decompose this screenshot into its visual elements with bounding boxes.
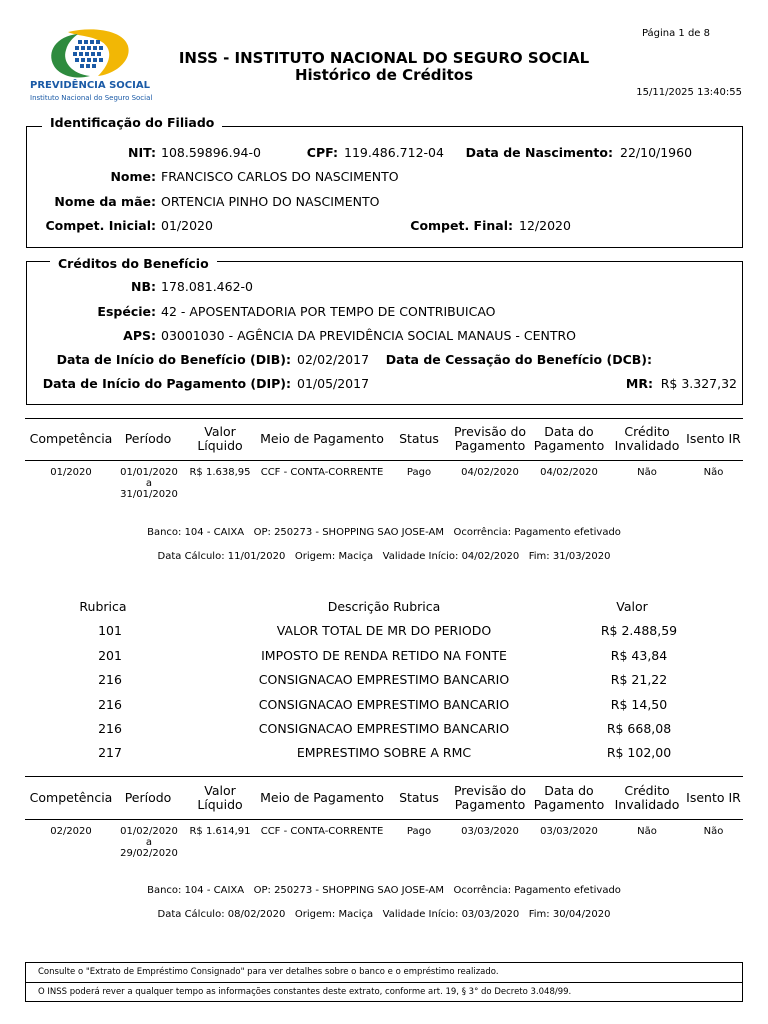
cell-periodo-fim: 31/01/2020	[120, 489, 178, 500]
nb-label: NB:	[131, 279, 156, 294]
nb-value: 178.081.462-0	[161, 279, 253, 294]
dib-value: 02/02/2017	[297, 352, 370, 367]
rubrica-code: 216	[98, 672, 122, 687]
rubrica-valor: R$ 14,50	[610, 697, 668, 712]
logo-subtext: Instituto Nacional do Seguro Social	[30, 94, 153, 102]
rubrica-desc: IMPOSTO DE RENDA RETIDO NA FONTE	[261, 648, 507, 663]
col-isento-ir: Isento IR	[686, 431, 741, 446]
cell-data-pagamento: 03/03/2020	[540, 826, 598, 837]
especie-value: 42 - APOSENTADORIA POR TEMPO DE CONTRIBUICAO	[161, 304, 496, 319]
footer-note-decreto: O INSS poderá rever a qualquer tempo as informações constantes deste extrato, conforme art. 19, § 3° do Decreto 3.048/99.	[26, 982, 742, 1001]
rubrica-desc: CONSIGNACAO EMPRESTIMO BANCARIO	[258, 697, 510, 712]
dip-label: Data de Início do Pagamento (DIP):	[42, 376, 291, 391]
col-meio-pagamento: Meio de Pagamento	[260, 790, 384, 805]
rubrica-code: 201	[98, 648, 122, 663]
cell-meio: CCF - CONTA-CORRENTE	[260, 826, 384, 837]
rubrica-valor: R$ 2.488,59	[600, 623, 678, 638]
cell-periodo-fim: 29/02/2020	[120, 848, 178, 859]
col-meio-pagamento: Meio de Pagamento	[260, 431, 384, 446]
col-valor-liquido: Valor Líquido	[197, 783, 243, 812]
col-data-pagamento: Data do Pagamento	[533, 783, 605, 812]
compet-inicial-value: 01/2020	[161, 218, 213, 233]
valor-rubrica-header: Valor	[616, 599, 648, 614]
rubrica-desc: CONSIGNACAO EMPRESTIMO BANCARIO	[258, 672, 510, 687]
report-datetime: 15/11/2025 13:40:55	[636, 87, 742, 98]
nome-value: FRANCISCO CARLOS DO NASCIMENTO	[161, 169, 399, 184]
cpf-value: 119.486.712-04	[344, 145, 444, 160]
col-data-pagamento: Data do Pagamento	[533, 424, 605, 453]
cpf-label: CPF:	[306, 145, 338, 160]
col-periodo: Período	[124, 431, 172, 446]
beneficio-legend: Créditos do Benefício	[50, 256, 217, 271]
cell-isento-ir: Não	[703, 826, 724, 837]
col-status: Status	[399, 790, 439, 805]
footer-note-consignado: Consulte o "Extrato de Empréstimo Consignado" para ver detalhes sobre o banco e o empréstimo realizado.	[38, 967, 499, 977]
col-credito-invalidado: Crédito Invalidado	[614, 424, 680, 453]
rubrica-valor: R$ 102,00	[606, 745, 672, 760]
rubrica-code: 101	[98, 623, 122, 638]
rubrica-code: 216	[98, 697, 122, 712]
rubrica-header: Rubrica	[79, 599, 127, 614]
rubrica-valor: R$ 668,08	[606, 721, 672, 736]
page-title: INSS - INSTITUTO NACIONAL DO SEGURO SOCIAL	[178, 49, 590, 67]
compet-final-label: Compet. Final:	[410, 218, 513, 233]
nascimento-label: Data de Nascimento:	[465, 145, 613, 160]
page-subtitle: Histórico de Créditos	[294, 66, 474, 84]
table-header-bottom-rule	[25, 460, 743, 461]
col-previsao: Previsão do Pagamento	[453, 424, 527, 453]
especie-label: Espécie:	[97, 304, 156, 319]
cell-valor: R$ 1.614,91	[189, 826, 251, 837]
table-header-top-rule	[25, 776, 743, 777]
descricao-rubrica-header: Descrição Rubrica	[327, 599, 441, 614]
aps-value: 03001030 - AGÊNCIA DA PREVIDÊNCIA SOCIAL MANAUS - CENTRO	[161, 328, 576, 343]
cell-isento-ir: Não	[703, 467, 724, 478]
rubrica-valor: R$ 21,22	[610, 672, 668, 687]
credit-bank-info: Banco: 104 - CAIXA OP: 250273 - SHOPPING SAO JOSE-AM Ocorrência: Pagamento efetivado	[147, 885, 621, 896]
cell-status: Pago	[406, 826, 432, 837]
dib-label: Data de Início do Benefício (DIB):	[56, 352, 291, 367]
mae-label: Nome da mãe:	[54, 194, 156, 209]
col-competencia: Competência	[29, 431, 113, 446]
col-previsao: Previsão do Pagamento	[453, 783, 527, 812]
credit-bank-info: Banco: 104 - CAIXA OP: 250273 - SHOPPING SAO JOSE-AM Ocorrência: Pagamento efetivado	[147, 527, 621, 538]
cell-previsao: 04/02/2020	[461, 467, 519, 478]
col-isento-ir: Isento IR	[686, 790, 741, 805]
col-valor-liquido: Valor Líquido	[197, 424, 243, 453]
col-status: Status	[399, 431, 439, 446]
nascimento-value: 22/10/1960	[620, 145, 693, 160]
table-header-top-rule	[25, 418, 743, 419]
nome-label: Nome:	[110, 169, 156, 184]
col-credito-invalidado: Crédito Invalidado	[614, 783, 680, 812]
cell-periodo-ini: 01/02/2020	[120, 826, 178, 837]
cell-valor: R$ 1.638,95	[189, 467, 251, 478]
table-header-bottom-rule	[25, 819, 743, 820]
cell-competencia: 01/2020	[50, 467, 92, 478]
rubrica-desc: EMPRESTIMO SOBRE A RMC	[296, 745, 472, 760]
cell-meio: CCF - CONTA-CORRENTE	[260, 467, 384, 478]
cell-previsao: 03/03/2020	[461, 826, 519, 837]
mr-value: R$ 3.327,32	[660, 376, 737, 391]
rubrica-code: 216	[98, 721, 122, 736]
cell-credito-invalidado: Não	[637, 826, 657, 837]
dip-value: 01/05/2017	[297, 376, 370, 391]
rubrica-desc: VALOR TOTAL DE MR DO PERIODO	[276, 623, 492, 638]
mae-value: ORTENCIA PINHO DO NASCIMENTO	[161, 194, 380, 209]
col-competencia: Competência	[29, 790, 113, 805]
col-periodo: Período	[124, 790, 172, 805]
cell-credito-invalidado: Não	[637, 467, 657, 478]
page-number: Página 1 de 8	[641, 28, 710, 39]
rubrica-valor: R$ 43,84	[610, 648, 668, 663]
cell-periodo-a: a	[145, 837, 153, 848]
cell-data-pagamento: 04/02/2020	[540, 467, 598, 478]
compet-inicial-label: Compet. Inicial:	[45, 218, 156, 233]
dcb-label: Data de Cessação do Benefício (DCB):	[385, 352, 652, 367]
footer-notes	[25, 962, 743, 1002]
cell-status: Pago	[406, 467, 432, 478]
compet-final-value: 12/2020	[519, 218, 571, 233]
cell-periodo-ini: 01/01/2020	[120, 467, 178, 478]
logo-text: PREVIDÊNCIA SOCIAL	[30, 80, 150, 91]
cell-competencia: 02/2020	[50, 826, 92, 837]
filiado-legend: Identificação do Filiado	[42, 115, 222, 130]
cell-periodo-a: a	[145, 478, 153, 489]
nit-label: NIT:	[128, 145, 156, 160]
rubrica-desc: CONSIGNACAO EMPRESTIMO BANCARIO	[258, 721, 510, 736]
aps-label: APS:	[123, 328, 156, 343]
credit-calc-info: Data Cálculo: 08/02/2020 Origem: Maciça Validade Início: 03/03/2020 Fim: 30/04/2020	[157, 909, 611, 920]
rubrica-code: 217	[98, 745, 122, 760]
nit-value: 108.59896.94-0	[161, 145, 261, 160]
mr-label: MR:	[625, 376, 653, 391]
credit-calc-info: Data Cálculo: 11/01/2020 Origem: Maciça Validade Início: 04/02/2020 Fim: 31/03/2020	[157, 551, 611, 562]
